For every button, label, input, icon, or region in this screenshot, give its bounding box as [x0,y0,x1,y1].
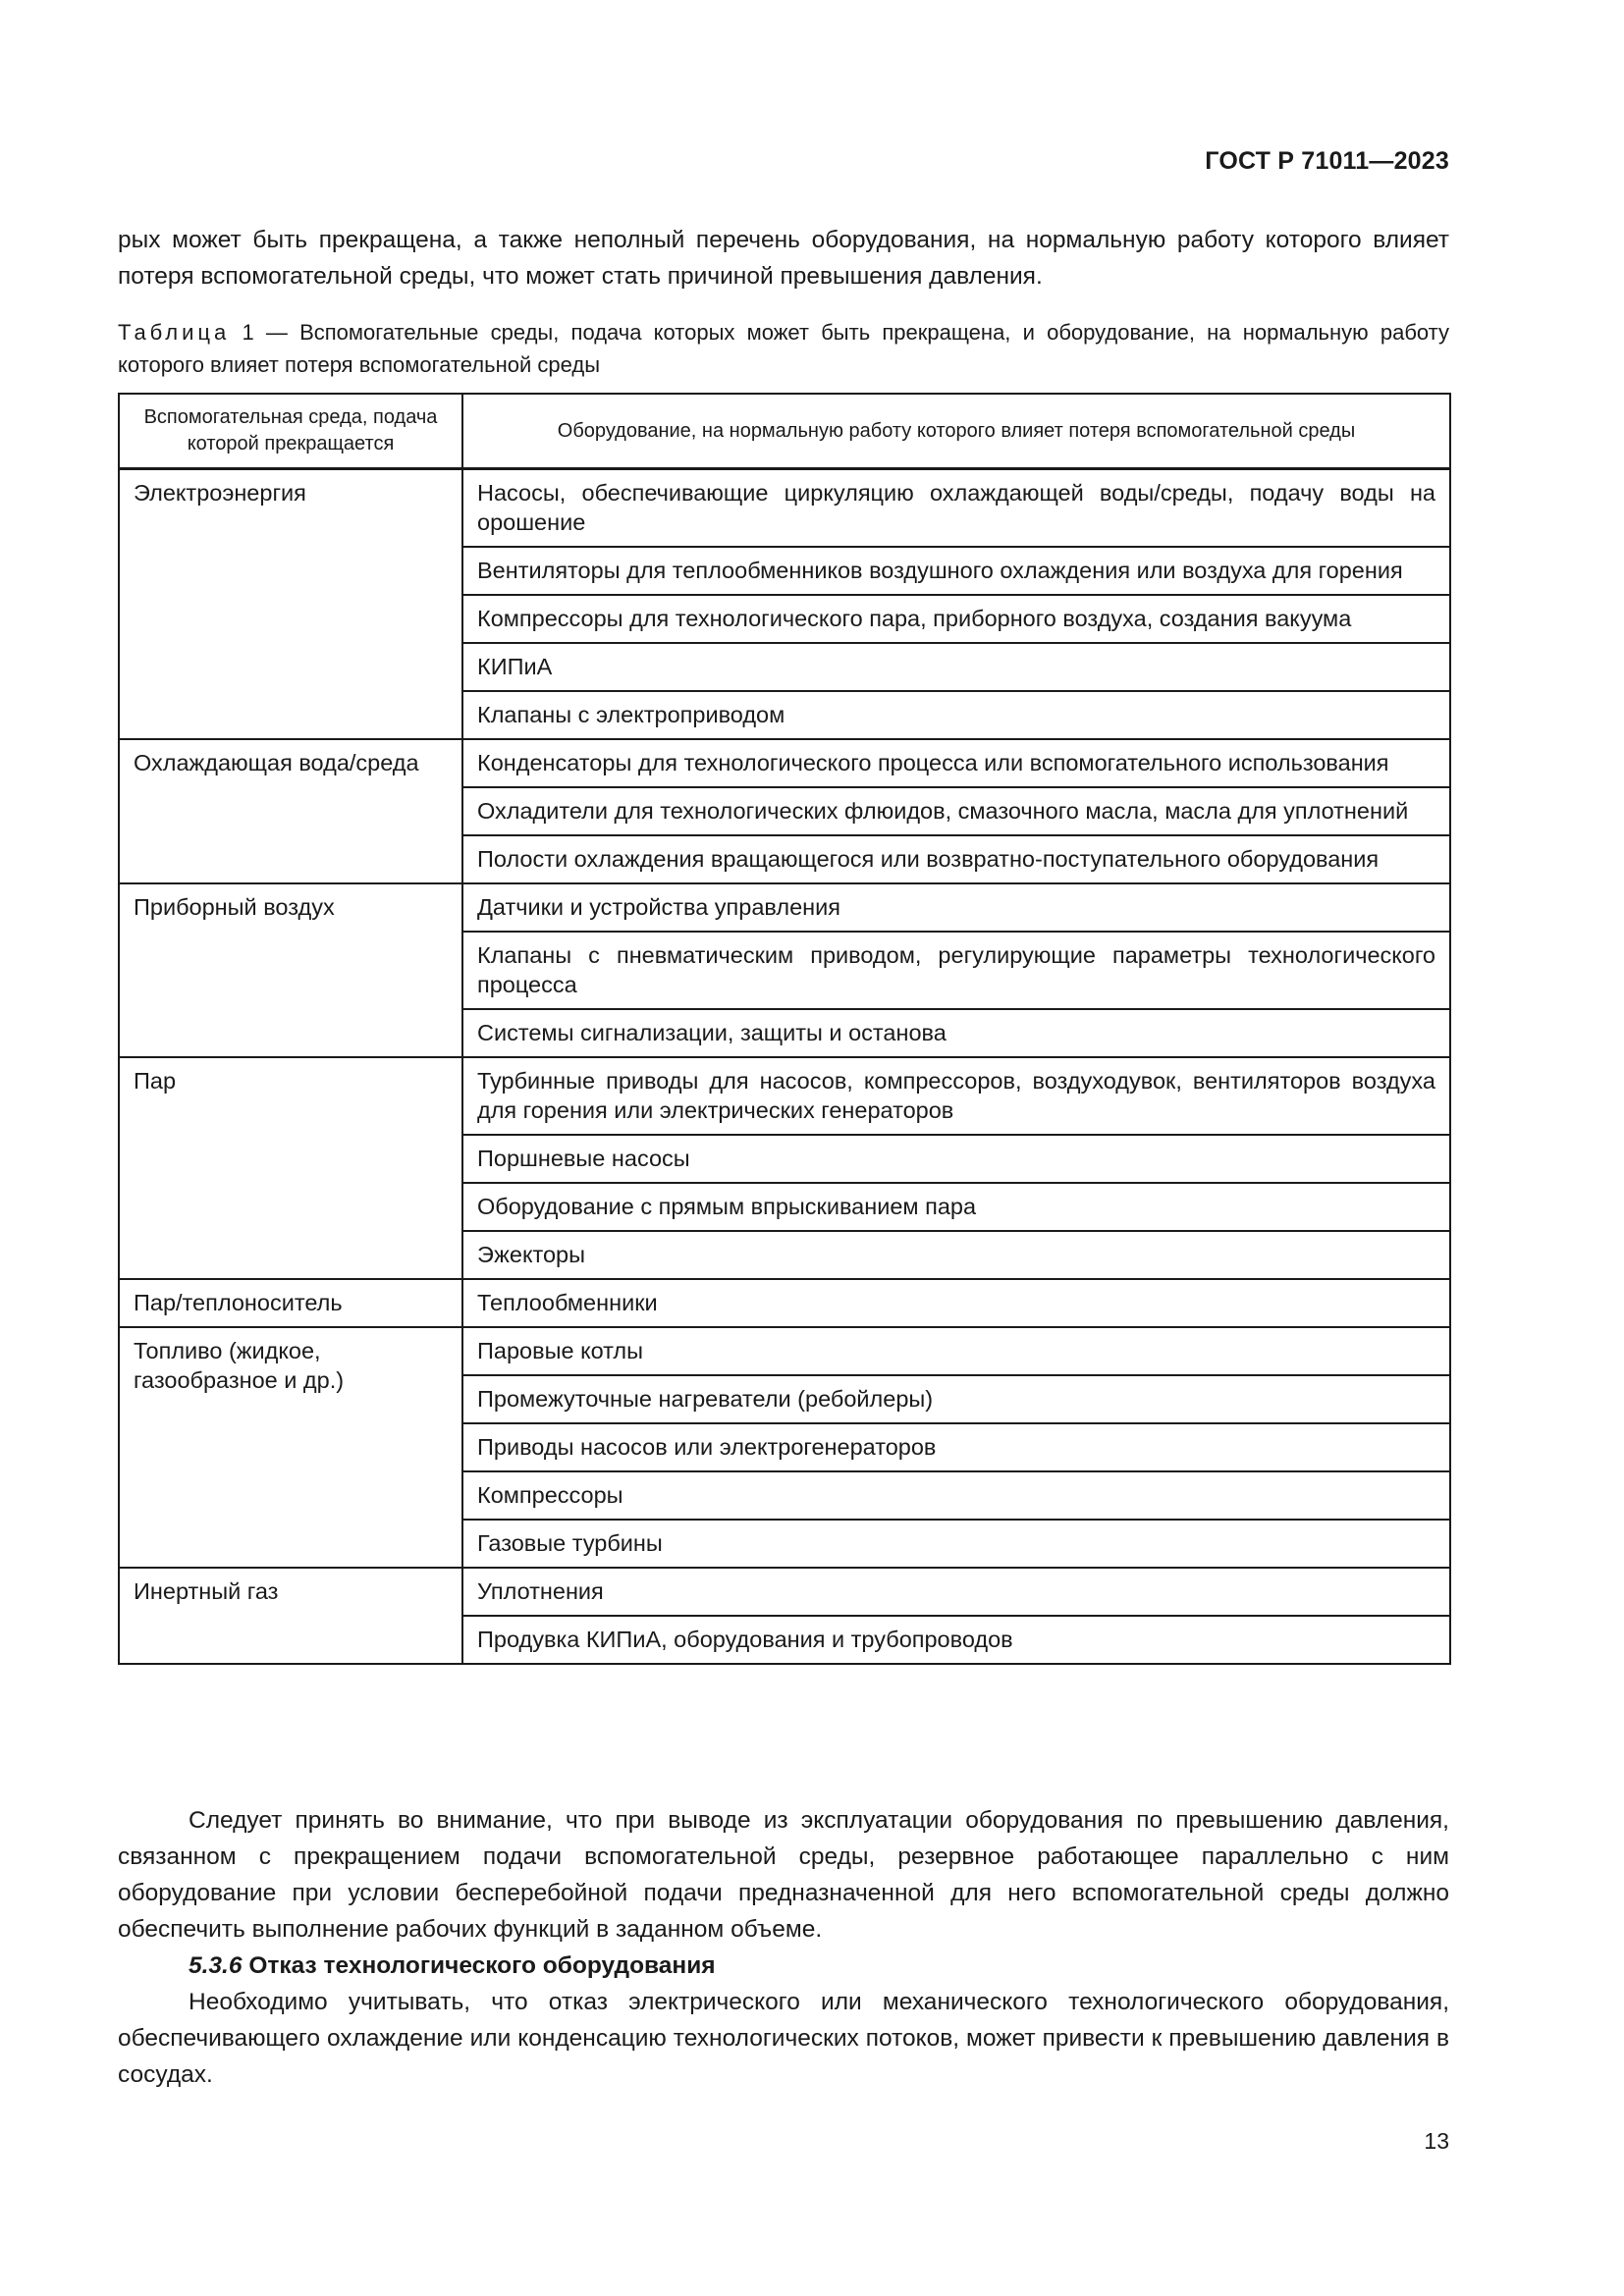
table-row [119,1327,1450,1375]
equipment-cell: Компрессоры [462,1471,1450,1520]
medium-cell: Инертный газ [119,1568,462,1664]
equipment-cell: Вентиляторы для теплообменников воздушного охлаждения или воздуха для горения [462,547,1450,595]
auxiliary-media-table [118,393,1451,1665]
equipment-cell: Конденсаторы для технологического процесса или вспомогательного использования [462,739,1450,787]
table-row [119,1568,1450,1616]
medium-cell: Пар/теплоноситель [119,1279,462,1327]
table-caption-label: Таблица [118,320,231,345]
header-equipment: Оборудование, на нормальную работу которого влияет потеря вспомогательной среды [462,394,1450,469]
table-row [119,883,1450,932]
equipment-cell: Полости охлаждения вращающегося или возвратно-поступательного оборудования [462,835,1450,883]
table-body [119,469,1450,1665]
medium-cell: Пар [119,1057,462,1279]
equipment-cell: Охладители для технологических флюидов, смазочного масла, масла для уплотнений [462,787,1450,835]
equipment-cell: Клапаны с пневматическим приводом, регулирующие параметры технологического процесса [462,932,1450,1009]
medium-cell: Электроэнергия [119,469,462,740]
section-title: Отказ технологического оборудования [248,1952,716,1979]
table-header-row [119,394,1450,469]
medium-cell: Топливо (жидкое, газообразное и др.) [119,1327,462,1568]
equipment-cell: Компрессоры для технологического пара, приборного воздуха, создания вакуума [462,595,1450,643]
medium-cell: Приборный воздух [119,883,462,1057]
document-id-header: ГОСТ Р 71011—2023 [1205,147,1449,175]
intro-paragraph: рых может быть прекращена, а также неполный перечень оборудования, на нормальную работу которого влияет потеря вспомогательной среды, что может стать причиной превышения давления. [118,227,1449,290]
equipment-cell: КИПиА [462,643,1450,691]
equipment-cell: Продувка КИПиА, оборудования и трубопроводов [462,1616,1450,1664]
page-number: 13 [1424,2128,1449,2154]
section-heading [189,1948,716,1984]
equipment-cell: Насосы, обеспечивающие циркуляцию охлаждающей воды/среды, подачу воды на орошение [462,469,1450,548]
table-row [119,1279,1450,1327]
equipment-cell: Теплообменники [462,1279,1450,1327]
table-row [119,739,1450,787]
equipment-cell: Эжекторы [462,1231,1450,1279]
table-caption [118,316,1449,381]
equipment-cell: Приводы насосов или электрогенераторов [462,1423,1450,1471]
table-row [119,1057,1450,1135]
equipment-cell: Оборудование с прямым впрыскиванием пара [462,1183,1450,1231]
table-row [119,469,1450,548]
equipment-cell: Промежуточные нагреватели (ребойлеры) [462,1375,1450,1423]
equipment-cell: Газовые турбины [462,1520,1450,1568]
equipment-cell: Уплотнения [462,1568,1450,1616]
header-medium: Вспомогательная среда, подача которой прекращается [119,394,462,469]
equipment-cell: Датчики и устройства управления [462,883,1450,932]
equipment-cell: Турбинные приводы для насосов, компрессоров, воздуходувок, вентиляторов воздуха для горения или электрических генераторов [462,1057,1450,1135]
equipment-cell: Системы сигнализации, защиты и останова [462,1009,1450,1057]
body-paragraph-1: Следует принять во внимание, что при выводе из эксплуатации оборудования по превышению давления, связанном с прекращением подачи вспомогательной среды, резервное работающее параллельно с ним оборудование при условии бесперебойной подачи предназначенной для него вспомогательной среды должно обеспечить выполнение рабочих функций в заданном объеме. [118,1807,1449,1943]
equipment-cell: Паровые котлы [462,1327,1450,1375]
equipment-cell: Поршневые насосы [462,1135,1450,1183]
equipment-cell: Клапаны с электроприводом [462,691,1450,739]
medium-cell: Охлаждающая вода/среда [119,739,462,883]
body-paragraph-2: Необходимо учитывать, что отказ электрического или механического технологического оборудования, обеспечивающего охлаждение или конденсацию технологических потоков, может привести к превышению давления в сосудах. [118,1989,1449,2088]
table-caption-text: 1 — Вспомогательные среды, подача которых может быть прекращена, и оборудование, на нормальную работу которого влияет потеря вспомогательной среды [118,320,1449,377]
section-number: 5.3.6 [189,1952,243,1979]
